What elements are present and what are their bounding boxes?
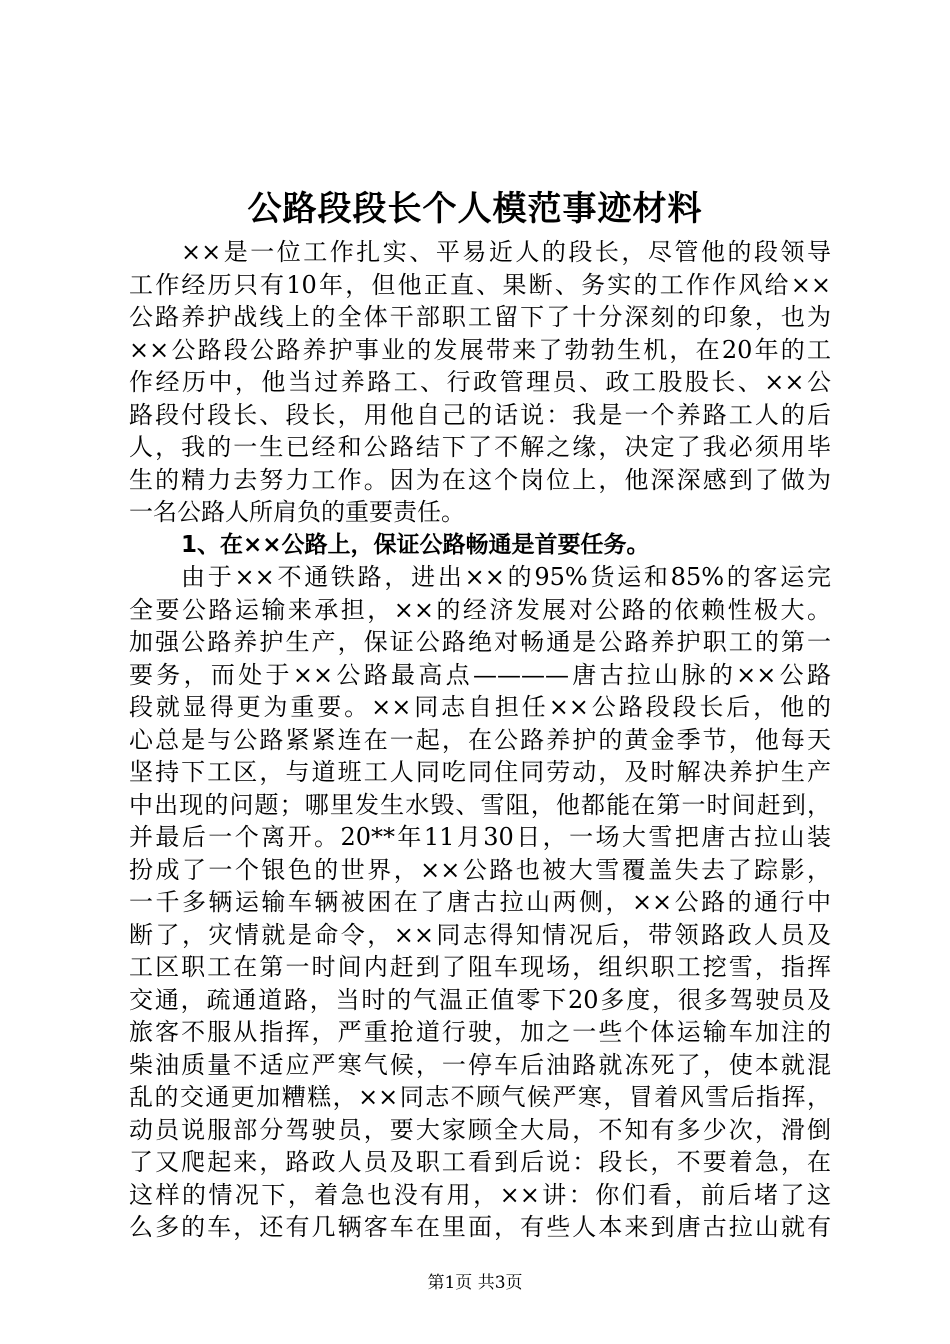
paragraph-line: 作经历中，他当过养路工、行政管理员、政工股股长、××公 <box>129 368 831 396</box>
page-indicator: 第1页 共3页 <box>427 1273 523 1293</box>
paragraph-line: 加强公路养护生产，保证公路绝对畅通是公路养护职工的第一 <box>129 628 831 656</box>
section1-paragraph <box>129 561 831 1244</box>
paragraph-line: 坚持下工区，与道班工人同吃同住同劳动，及时解决养护生产 <box>129 758 831 786</box>
paragraph-line: 了又爬起来，路政人员及职工看到后说：段长，不要着急，在 <box>129 1148 831 1176</box>
intro-paragraph <box>129 236 831 529</box>
paragraph-line: ××是一位工作扎实、平易近人的段长，尽管他的段领导 <box>181 238 831 266</box>
document-body <box>129 236 831 1244</box>
paragraph-line: 中出现的问题；哪里发生水毁、雪阻，他都能在第一时间赶到， <box>129 790 831 819</box>
paragraph-line: 路段付段长、段长，用他自己的话说：我是一个养路工人的后 <box>129 400 831 429</box>
paragraph-line: 工区职工在第一时间内赶到了阻车现场，组织职工挖雪，指挥 <box>129 953 831 981</box>
paragraph-line: 一名公路人所肩负的重要责任。 <box>129 498 465 526</box>
paragraph-line: 动员说服部分驾驶员，要大家顾全大局，不知有多少次，滑倒 <box>129 1115 831 1144</box>
paragraph-line: 工作经历只有10年，但他正直、果断、务实的工作作风给×× <box>129 270 831 299</box>
document-title: 公路段段长个人模范事迹材料 <box>247 189 703 229</box>
paragraph-line: 全要公路运输来承担，××的经济发展对公路的依赖性极大。 <box>129 595 831 624</box>
paragraph-line: 一千多辆运输车辆被困在了唐古拉山两侧，××公路的通行中 <box>129 888 831 916</box>
section-heading: 1、在××公路上，保证公路畅通是首要任务。 <box>181 531 650 558</box>
paragraph-line: 乱的交通更加糟糕，××同志不顾气候严寒，冒着风雪后指挥， <box>129 1083 831 1111</box>
paragraph-line: ××公路段公路养护事业的发展带来了勃勃生机，在20年的工 <box>129 335 831 364</box>
paragraph-line: 断了，灾情就是命令，××同志得知情况后，带领路政人员及 <box>129 920 831 949</box>
paragraph-line: 柴油质量不适应严寒气候，一停车后油路就冻死了，使本就混 <box>129 1050 831 1079</box>
paragraph-line: 交通，疏通道路，当时的气温正值零下20多度，很多驾驶员及 <box>129 985 831 1014</box>
paragraph-line: 人，我的一生已经和公路结下了不解之缘，决定了我必须用毕 <box>129 433 831 461</box>
paragraph-line: 么多的车，还有几辆客车在里面，有些人本来到唐古拉山就有 <box>129 1213 831 1241</box>
paragraph-line: 由于××不通铁路，进出××的95%货运和85%的客运完 <box>181 563 831 591</box>
paragraph-line: 扮成了一个银色的世界，××公路也被大雪覆盖失去了踪影， <box>129 855 831 884</box>
paragraph-line: 这样的情况下，着急也没有用，××讲：你们看，前后堵了这 <box>129 1180 831 1209</box>
paragraph-line: 段就显得更为重要。××同志自担任××公路段段长后，他的 <box>129 693 831 721</box>
paragraph-line: 生的精力去努力工作。因为在这个岗位上，他深深感到了做为 <box>129 465 831 494</box>
paragraph-line: 要务，而处于××公路最高点————唐古拉山脉的××公路 <box>129 660 831 689</box>
paragraph-line: 旅客不服从指挥，严重抢道行驶，加之一些个体运输车加注的 <box>129 1018 831 1046</box>
paragraph-line: 公路养护战线上的全体干部职工留下了十分深刻的印象，也为 <box>129 303 831 331</box>
paragraph-line: 心总是与公路紧紧连在一起，在公路养护的黄金季节，他每天 <box>129 725 831 754</box>
paragraph-line: 并最后一个离开。20**年11月30日，一场大雪把唐古拉山装 <box>129 823 831 851</box>
